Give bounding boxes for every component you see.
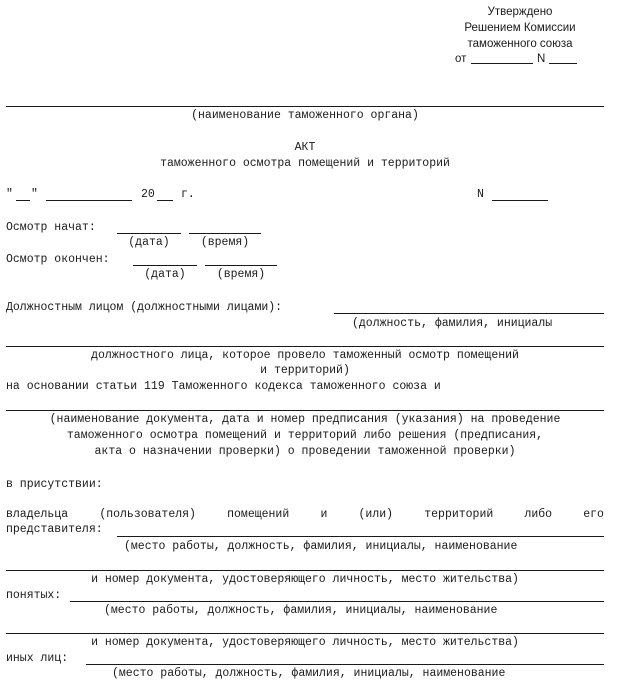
month-field[interactable] [46, 200, 132, 201]
owner-field-continued[interactable] [6, 570, 604, 571]
started-date-field[interactable] [117, 233, 181, 234]
customs-body-caption: (наименование таможенного органа) [191, 109, 419, 122]
year-prefix: 20 [141, 188, 155, 201]
started-time-caption: (время) [200, 236, 250, 249]
approval-from-label: от [455, 53, 467, 65]
approval-number-label: N [537, 53, 546, 65]
year-field[interactable] [157, 200, 173, 201]
witnesses-caption-doc: и номер документа, удостоверяющего личность, место жительства) [91, 636, 519, 649]
owner-line-1 [6, 508, 604, 522]
others-caption-place: (место работы, должность, фамилия, инициалы, наименование [112, 667, 506, 680]
witnesses-field[interactable] [70, 601, 604, 602]
inspection-started-label: Осмотр начат: [6, 221, 96, 234]
owner-word: территорий [424, 508, 494, 521]
inspection-ended-label: Осмотр окончен: [6, 253, 110, 266]
witnesses-field-continued[interactable] [6, 633, 604, 634]
document-title: АКТ [294, 141, 316, 154]
presence-label: в присутствии: [6, 478, 103, 491]
owner-word: либо [524, 508, 553, 521]
document-subtitle: таможенного осмотра помещений и территорий [160, 157, 450, 170]
owner-field[interactable] [117, 536, 604, 537]
approval-line-1: Утверждено [487, 6, 553, 18]
approval-line-3: таможенного союза [467, 38, 573, 50]
started-time-field[interactable] [189, 233, 261, 234]
basis-caption-2: таможенного осмотра помещений и территорий либо решения (предписания, [66, 429, 544, 442]
owner-word: помещений [227, 508, 290, 521]
owner-caption-doc: и номер документа, удостоверяющего личность, место жительства) [91, 573, 519, 586]
witnesses-label: понятых: [6, 589, 62, 602]
owner-word: (пользователя) [99, 508, 196, 521]
approval-date-field[interactable] [471, 63, 533, 64]
basis-field[interactable] [6, 410, 604, 411]
owner-word: (или) [358, 508, 394, 521]
basis-caption-3: акта о назначении проверки) о проведении таможенной проверки) [94, 445, 516, 458]
date-quote-close: " [31, 188, 38, 201]
approval-line-2: Решением Комиссии [464, 22, 576, 34]
officials-caption-1: (должность, фамилия, инициалы [352, 317, 553, 330]
ended-time-caption: (время) [216, 268, 266, 281]
witnesses-caption-place: (место работы, должность, фамилия, инициалы, наименование [104, 604, 498, 617]
ended-date-caption: (дата) [144, 268, 186, 281]
owner-word: владельца [6, 508, 69, 521]
ended-time-field[interactable] [205, 265, 277, 266]
officials-caption-3: и территорий) [260, 364, 350, 377]
basis-caption-1: (наименование документа, дата и номер предписания (указания) на проведение [49, 413, 561, 426]
others-label: иных лиц: [6, 652, 69, 665]
others-field[interactable] [86, 664, 604, 665]
ended-date-field[interactable] [133, 265, 197, 266]
date-quote-open: " [6, 188, 13, 201]
basis-text: на основании статьи 119 Таможенного кодекса таможенного союза и [6, 380, 441, 393]
day-field[interactable] [16, 200, 30, 201]
owner-word: и [320, 508, 328, 521]
officials-field[interactable] [334, 313, 604, 314]
year-suffix: г. [181, 188, 195, 201]
approval-number-field[interactable] [549, 63, 577, 64]
owner-line-2: представителя: [6, 523, 103, 536]
owner-caption-place: (место работы, должность, фамилия, инициалы, наименование [124, 540, 518, 553]
act-number-field[interactable] [492, 200, 548, 201]
owner-word: его [583, 508, 604, 521]
act-number-label: N [477, 188, 484, 201]
officials-field-continued[interactable] [6, 346, 604, 347]
officials-caption-2: должностного лица, которое провело таможенный осмотр помещений [91, 349, 519, 362]
customs-body-field[interactable] [6, 106, 604, 107]
started-date-caption: (дата) [128, 236, 170, 249]
officials-label: Должностным лицом (должностными лицами): [6, 301, 283, 314]
